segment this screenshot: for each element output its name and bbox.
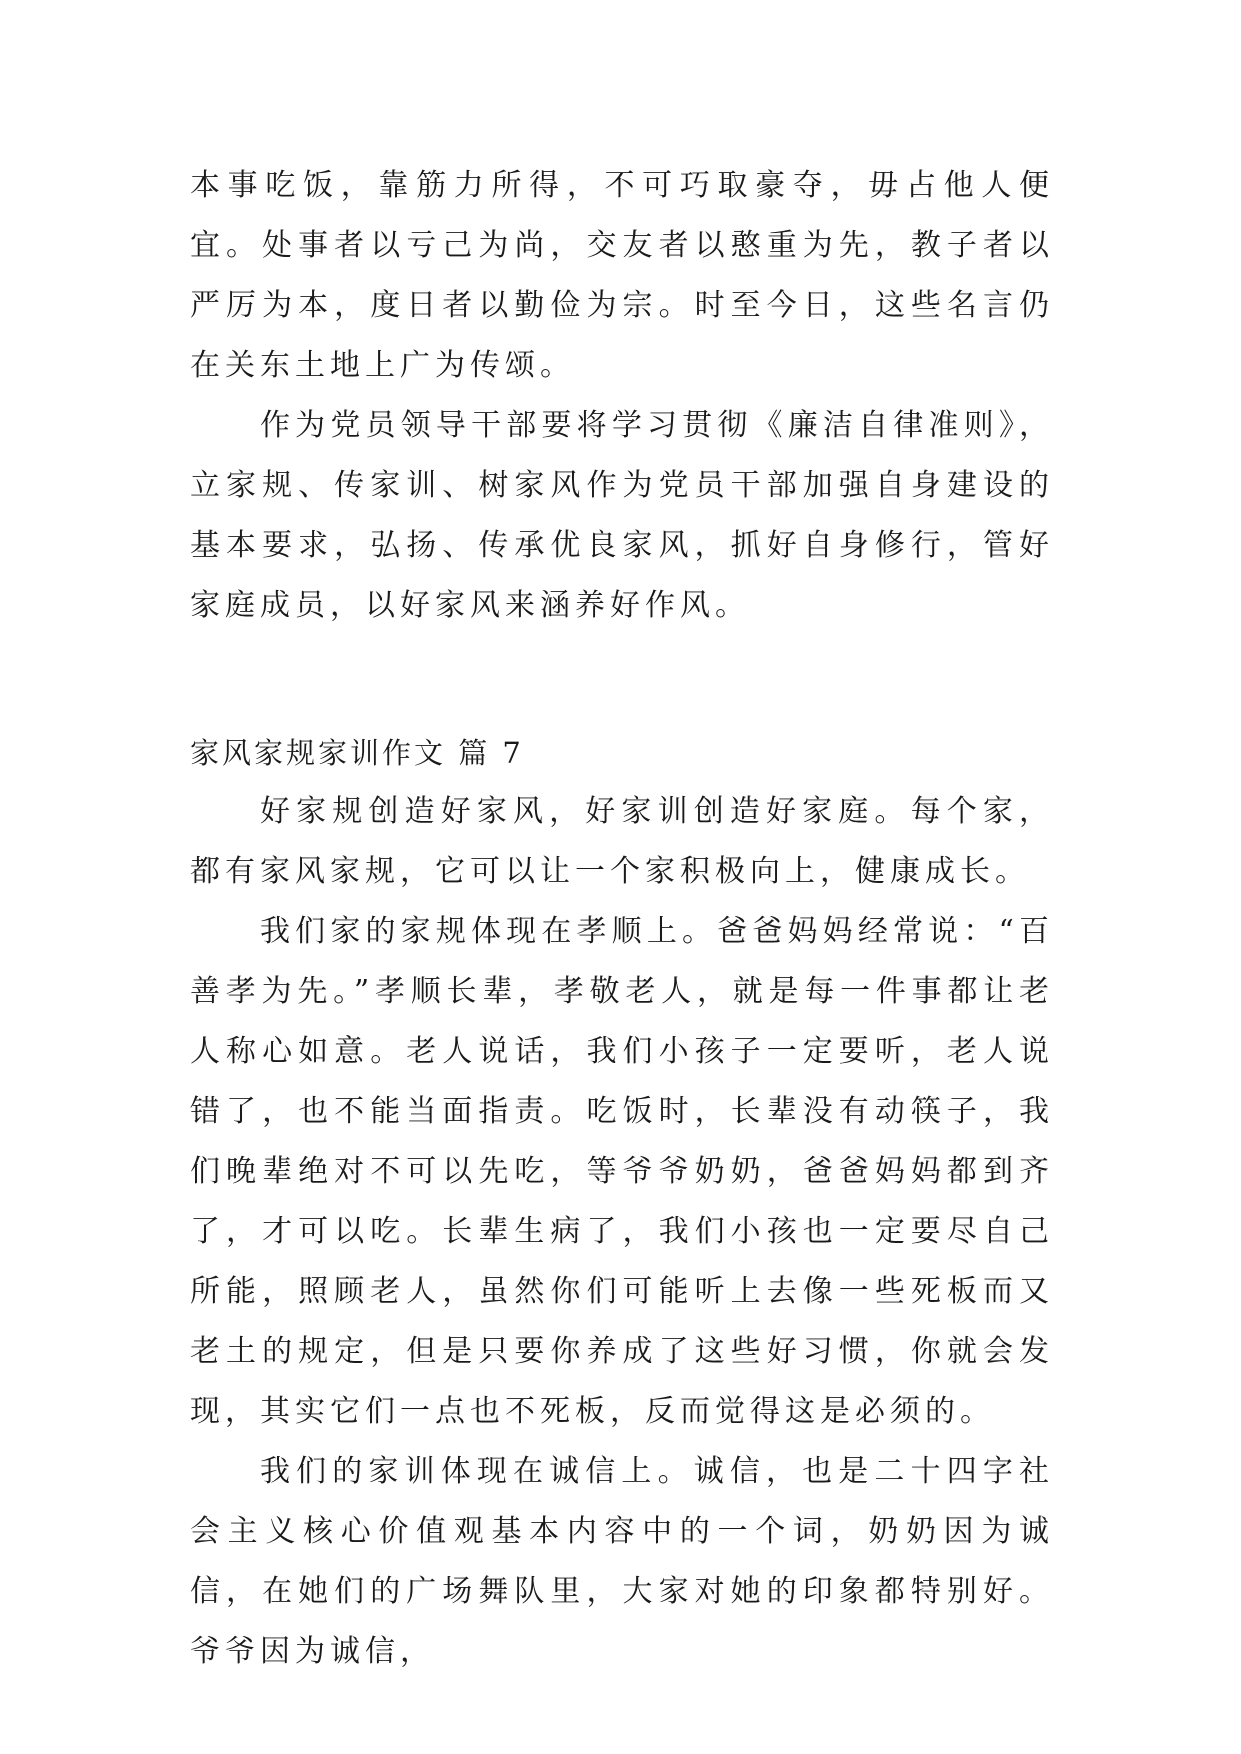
document-body: [190, 156, 1054, 1682]
paragraph-integrity: 我们的家训体现在诚信上。诚信，也是二十四字社会主义核心价值观基本内容中的一个词，奶奶因为诚信，在她们的广场舞队里，大家对她的印象都特别好。爷爷因为诚信，: [190, 1454, 1054, 1669]
paragraph-intro: 好家规创造好家风，好家训创造好家庭。每个家，都有家风家规，它可以让一个家积极向上，健康成长。: [190, 794, 1054, 889]
paragraph-filial-piety: 我们家的家规体现在孝顺上。爸爸妈妈经常说：“百善孝为先。”孝顺长辈，孝敬老人，就是每一件事都让老人称心如意。老人说话，我们小孩子一定要听，老人说错了，也不能当面指责。吃饭时，长辈没有动筷子，我们晚辈绝对不可以先吃，等爷爷奶奶，爸爸妈妈都到齐了，才可以吃。长辈生病了，我们小孩也一定要尽自己所能，照顾老人，虽然你们可能听上去像一些死板而又老土的规定，但是只要你养成了这些好习惯，你就会发现，其实它们一点也不死板，反而觉得这是必须的。: [190, 914, 1054, 1429]
paragraph-continued: 本事吃饭，靠筋力所得，不可巧取豪夺，毋占他人便宜。处事者以亏己为尚，交友者以憨重为先，教子者以严厉为本，度日者以勤俭为宗。时至今日，这些名言仍在关东土地上广为传颂。: [190, 168, 1054, 383]
section-heading: 家风家规家训作文 篇 7: [190, 736, 524, 770]
paragraph-party-cadres: 作为党员领导干部要将学习贯彻《廉洁自律准则》，立家规、传家训、树家风作为党员干部加强自身建设的基本要求，弘扬、传承优良家风，抓好自身修行，管好家庭成员，以好家风来涵养好作风。: [190, 408, 1054, 623]
